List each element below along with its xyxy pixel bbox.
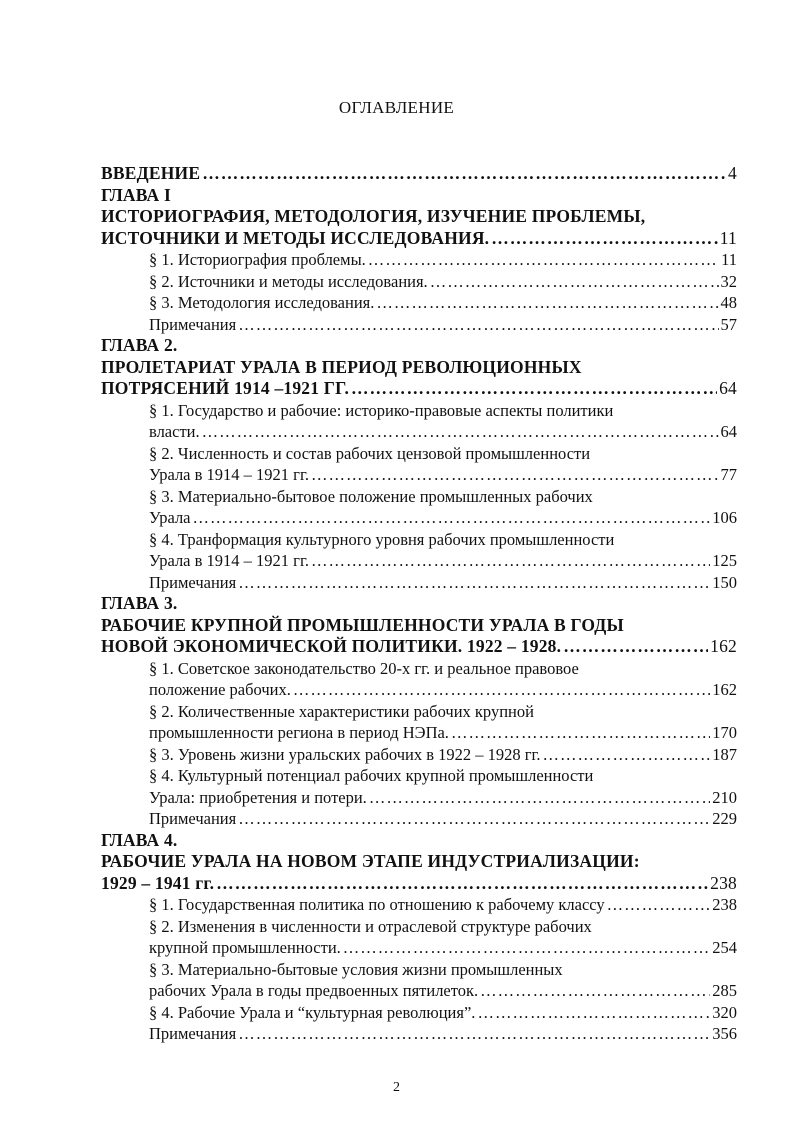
toc-entry-page: 32 <box>720 271 737 291</box>
toc-entry <box>101 744 737 766</box>
dot-leader <box>607 894 711 916</box>
toc-entry <box>101 529 737 551</box>
toc-entry-text: НОВОЙ ЭКОНОМИЧЕСКОЙ ПОЛИТИКИ. 1922 – 1928. <box>101 636 562 656</box>
toc-entry-text: § 1. Государство и рабочие: историко-правовые аспекты политики <box>149 400 614 420</box>
toc-entry-text: § 2. Источники и методы исследования. <box>149 271 428 291</box>
toc-entry-text: рабочих Урала в годы предвоенных пятилеток. <box>149 981 479 1000</box>
toc-entry <box>101 980 737 1002</box>
dot-leader <box>351 378 717 400</box>
dot-leader <box>293 679 710 701</box>
toc-entry-page: 11 <box>719 227 737 248</box>
toc-entry <box>101 271 737 293</box>
toc-entry-page: 320 <box>712 1002 737 1022</box>
dot-leader <box>238 572 710 594</box>
toc-entry-text: Урала <box>149 508 191 527</box>
dot-leader <box>451 722 710 744</box>
toc-entry <box>101 658 737 680</box>
dot-leader <box>368 249 719 271</box>
toc-entry-page: 48 <box>720 293 737 312</box>
toc-entry-page: 229 <box>712 809 737 828</box>
toc-entry <box>101 185 737 207</box>
toc-entry-text: ПОТРЯСЕНИЙ 1914 –1921 ГГ. <box>101 378 350 398</box>
toc-entry-page: 4 <box>728 163 737 183</box>
toc-entry-text: крупной промышленности. <box>149 938 341 957</box>
toc-entry-text: ГЛАВА 2. <box>101 335 178 355</box>
toc-entry <box>101 765 737 787</box>
dot-leader <box>491 228 718 250</box>
toc-entry <box>101 314 737 336</box>
toc-entry <box>101 228 737 250</box>
toc-entry <box>101 572 737 594</box>
toc-entry <box>101 916 737 938</box>
toc-entry <box>101 959 737 981</box>
toc-entry-text: § 1. Государственная политика по отношению к рабочему классу <box>149 895 605 914</box>
table-of-contents <box>101 163 737 1045</box>
toc-entry <box>101 636 737 658</box>
page-title: ОГЛАВЛЕНИЕ <box>338 98 455 117</box>
toc-entry-page: 238 <box>712 895 737 914</box>
dot-leader <box>311 464 719 486</box>
toc-entry <box>101 851 737 873</box>
toc-entry-text: § 4. Транформация культурного уровня рабочих промышленности <box>149 529 615 549</box>
toc-entry <box>101 378 737 400</box>
toc-entry-text: ИСТОРИОГРАФИЯ, МЕТОДОЛОГИЯ, ИЗУЧЕНИЕ ПРОБЛЕМЫ, <box>101 206 646 226</box>
toc-entry-text: Урала в 1914 – 1921 гг. <box>149 465 309 484</box>
dot-leader <box>238 1023 710 1045</box>
toc-entry <box>101 163 737 185</box>
toc-entry-text: ИСТОЧНИКИ И МЕТОДЫ ИССЛЕДОВАНИЯ. <box>101 227 490 248</box>
dot-leader <box>477 1002 710 1024</box>
toc-entry <box>101 937 737 959</box>
toc-entry-text: Примечания <box>149 572 237 592</box>
toc-entry-page: 162 <box>712 680 737 699</box>
dot-leader <box>563 636 708 658</box>
toc-entry-text: положение рабочих. <box>149 680 291 699</box>
toc-entry-text: § 1. Историография проблемы. <box>149 250 366 269</box>
toc-entry <box>101 357 737 379</box>
toc-entry <box>101 443 737 465</box>
toc-entry <box>101 486 737 508</box>
dot-leader <box>369 787 710 809</box>
page-number: 2 <box>393 1080 400 1095</box>
toc-entry <box>101 206 737 228</box>
toc-entry <box>101 292 737 314</box>
toc-entry <box>101 1002 737 1024</box>
dot-leader <box>216 873 708 895</box>
dot-leader <box>202 163 726 185</box>
toc-entry <box>101 249 737 271</box>
toc-entry-text: ГЛАВА 4. <box>101 829 178 850</box>
dot-leader <box>480 980 710 1002</box>
toc-entry-text: власти. <box>149 422 200 441</box>
toc-entry <box>101 1023 737 1045</box>
toc-entry-text: § 3. Методология исследования. <box>149 293 375 312</box>
toc-entry <box>101 615 737 637</box>
toc-entry <box>101 722 737 744</box>
toc-entry <box>101 894 737 916</box>
toc-entry <box>101 830 737 852</box>
toc-entry-text: § 2. Количественные характеристики рабочих крупной <box>149 701 534 721</box>
toc-entry-text: Примечания <box>149 314 237 334</box>
toc-entry-text: § 2. Изменения в численности и отраслевой структуре рабочих <box>149 916 592 936</box>
toc-entry-text: § 2. Численность и состав рабочих цензовой промышленности <box>149 443 591 463</box>
toc-entry-page: 125 <box>712 551 737 570</box>
toc-entry-text: Урала: приобретения и потери. <box>149 787 367 807</box>
toc-entry-text: § 3. Материально-бытовые условия жизни промышленных <box>149 959 563 979</box>
dot-leader <box>238 808 710 830</box>
toc-entry-text: § 3. Уровень жизни уральских рабочих в 1922 – 1928 гг. <box>149 744 541 764</box>
toc-entry-page: 64 <box>719 378 737 398</box>
toc-entry-page: 77 <box>720 465 737 484</box>
toc-entry-page: 162 <box>710 636 737 656</box>
toc-entry <box>101 701 737 723</box>
toc-entry-text: ГЛАВА I <box>101 184 171 205</box>
dot-leader <box>238 314 718 336</box>
toc-entry-page: 238 <box>710 872 737 893</box>
dot-leader <box>343 937 710 959</box>
toc-entry-page: 210 <box>712 787 737 807</box>
toc-entry-page: 285 <box>712 981 737 1000</box>
toc-entry-text: промышленности региона в период НЭПа. <box>149 723 449 742</box>
dot-leader <box>311 550 710 572</box>
toc-entry <box>101 808 737 830</box>
toc-entry-text: 1929 – 1941 гг. <box>101 872 215 893</box>
toc-entry <box>101 787 737 809</box>
toc-entry <box>101 335 737 357</box>
dot-leader <box>543 744 711 766</box>
toc-entry-text: РАБОЧИЕ УРАЛА НА НОВОМ ЭТАПЕ ИНДУСТРИАЛИЗАЦИИ: <box>101 851 640 871</box>
toc-entry-page: 106 <box>712 508 737 527</box>
dot-leader <box>202 421 719 443</box>
toc-entry <box>101 421 737 443</box>
toc-entry-text: ПРОЛЕТАРИАТ УРАЛА В ПЕРИОД РЕВОЛЮЦИОННЫХ <box>101 356 582 377</box>
toc-entry-page: 356 <box>712 1024 737 1043</box>
toc-entry-text: § 4. Рабочие Урала и “культурная революция”. <box>149 1002 476 1022</box>
toc-entry-text: § 4. Культурный потенциал рабочих крупной промышленности <box>149 766 594 785</box>
toc-entry-text: § 3. Материально-бытовое положение промышленных рабочих <box>149 486 593 506</box>
toc-entry <box>101 507 737 529</box>
toc-entry-text: Примечания <box>149 809 237 828</box>
toc-entry <box>101 679 737 701</box>
toc-entry-page: 254 <box>712 938 737 957</box>
toc-entry <box>101 593 737 615</box>
toc-entry-page: 64 <box>720 422 737 441</box>
toc-entry-text: РАБОЧИЕ КРУПНОЙ ПРОМЫШЛЕННОСТИ УРАЛА В ГОДЫ <box>101 614 624 635</box>
toc-entry-text: ГЛАВА 3. <box>101 593 178 613</box>
toc-entry <box>101 873 737 895</box>
dot-leader <box>430 271 719 293</box>
dot-leader <box>376 292 718 314</box>
toc-entry <box>101 400 737 422</box>
toc-entry <box>101 464 737 486</box>
toc-entry-page: 11 <box>721 250 737 269</box>
dot-leader <box>193 507 711 529</box>
toc-entry <box>101 550 737 572</box>
toc-entry-text: § 1. Советское законодательство 20-х гг. и реальное правовое <box>149 658 579 678</box>
toc-entry-text: Урала в 1914 – 1921 гг. <box>149 551 309 570</box>
toc-entry-text: Примечания <box>149 1024 237 1043</box>
toc-entry-page: 57 <box>720 314 737 334</box>
toc-entry-page: 150 <box>712 572 737 592</box>
toc-entry-page: 170 <box>712 723 737 742</box>
toc-entry-page: 187 <box>712 744 737 764</box>
toc-entry-text: ВВЕДЕНИЕ <box>101 163 201 183</box>
